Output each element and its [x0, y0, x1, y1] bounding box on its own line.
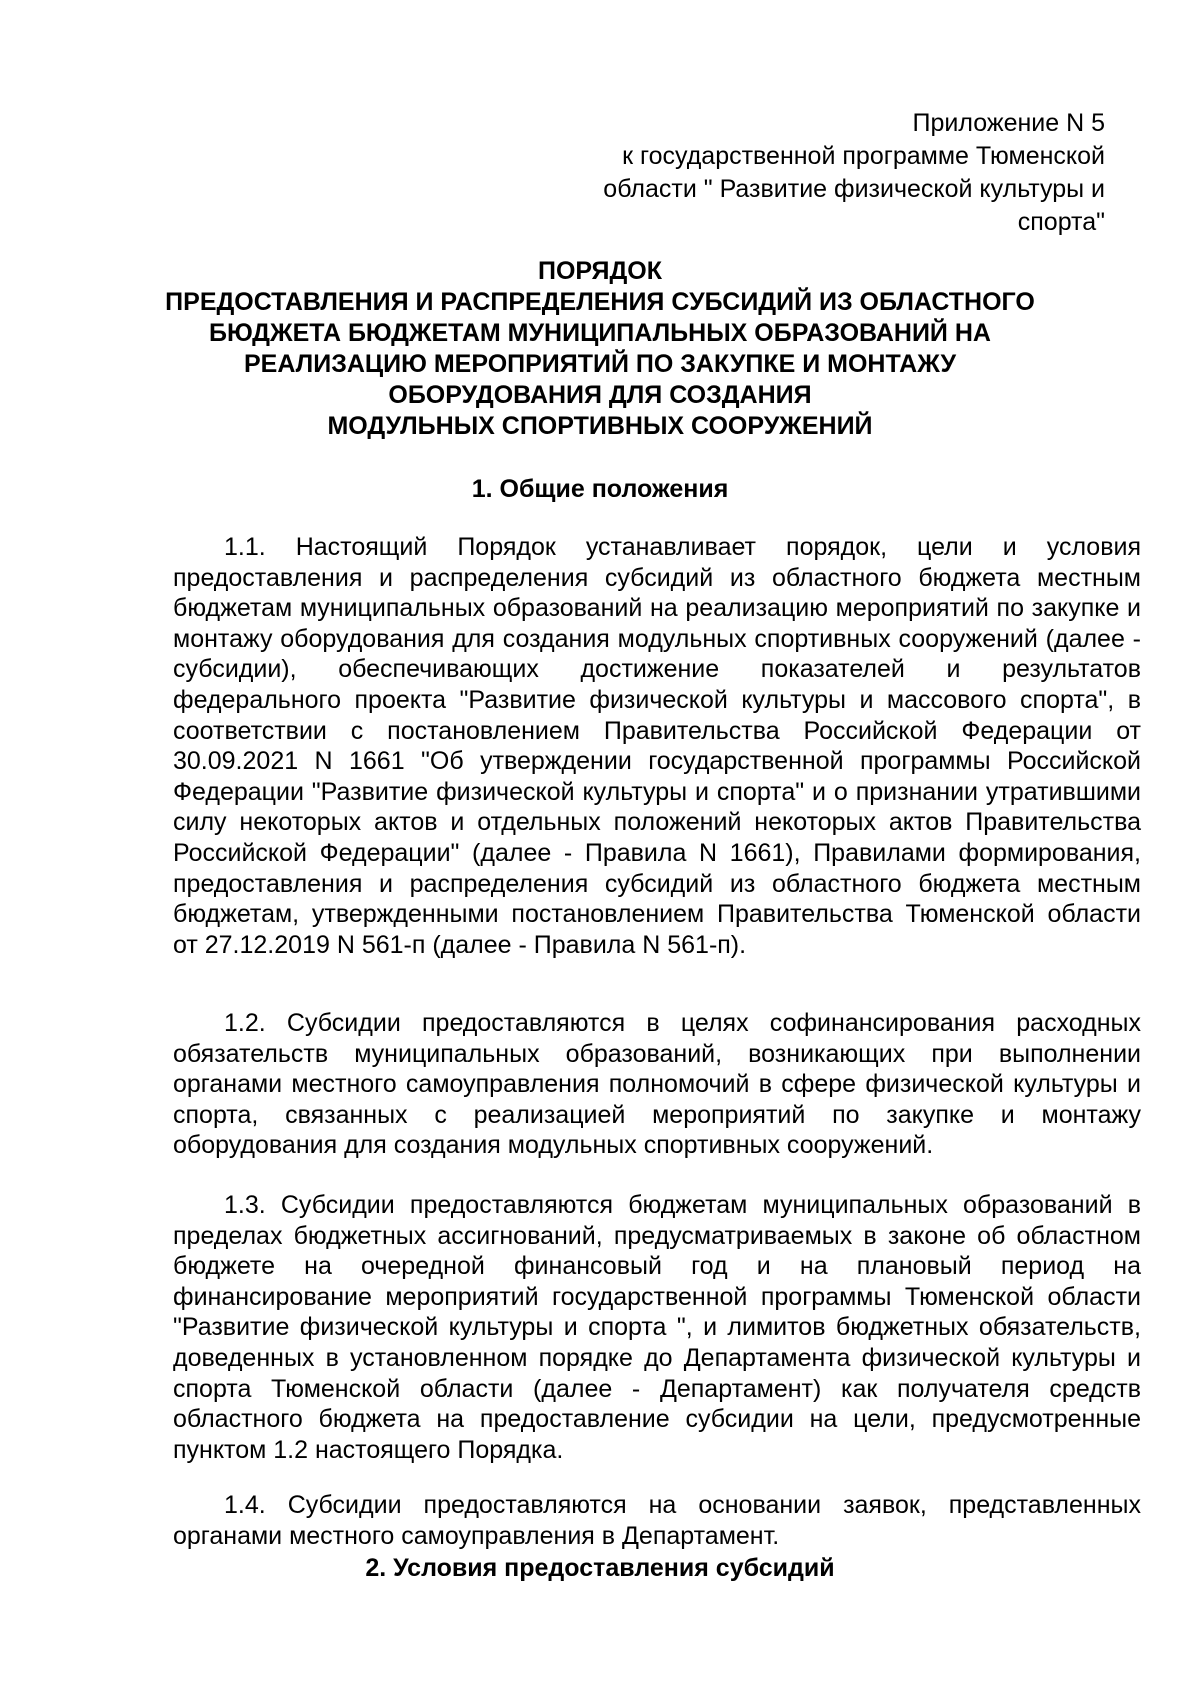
appendix-line: области " Развитие физической культуры и	[603, 175, 1105, 203]
title-line: БЮДЖЕТА БЮДЖЕТАМ МУНИЦИПАЛЬНЫХ ОБРАЗОВАНИЙ НА	[209, 319, 991, 347]
paragraph-1-2: 1.2. Субсидии предоставляются в целях софинансирования расходных обязательств муниципальных образований, возникающих при выполнении органами местного самоуправления полномочий в сфере физической культуры и спорта, связанных с реализацией мероприятий по закупке и монтажу оборудования для создания модульных спортивных сооружений.	[173, 1009, 1141, 1160]
title-line: МОДУЛЬНЫХ СПОРТИВНЫХ СООРУЖЕНИЙ	[327, 412, 873, 440]
title-line: РЕАЛИЗАЦИЮ МЕРОПРИЯТИЙ ПО ЗАКУПКЕ И МОНТАЖУ	[243, 350, 957, 378]
appendix-line: спорта"	[1017, 208, 1105, 236]
section-heading-general: 1. Общие положения	[471, 475, 729, 503]
section-heading-conditions: 2. Условия предоставления субсидий	[365, 1554, 835, 1582]
title-line: ОБОРУДОВАНИЯ ДЛЯ СОЗДАНИЯ	[388, 381, 812, 409]
title-line: ПОРЯДОК	[538, 257, 662, 285]
paragraph-1-4: 1.4. Субсидии предоставляются на основании заявок, представленных органами местного самоуправления в Департамент.	[173, 1491, 1141, 1550]
appendix-note	[545, 107, 1105, 239]
document-title	[150, 256, 1050, 442]
appendix-line: к государственной программе Тюменской	[622, 142, 1105, 170]
appendix-line: Приложение N 5	[912, 109, 1105, 137]
paragraph-1-1: 1.1. Настоящий Порядок устанавливает порядок, цели и условия предоставления и распределения субсидий из областного бюджета местным бюджетам муниципальных образований на реализацию мероприятий по закупке и монтажу оборудования для создания модульных спортивных сооружений (далее - субсидии), обеспечивающих достижение показателей и результатов федерального проекта "Развитие физической культуры и массового спорта", в соответствии с постановлением Правительства Российской Федерации от 30.09.2021 N 1661 "Об утверждении государственной программы Российской Федерации "Развитие физической культуры и спорта" и о признании утратившими силу некоторых актов и отдельных положений некоторых актов Правительства Российской Федерации" (далее - Правила N 1661), Правилами формирования, предоставления и распределения субсидий из областного бюджета местным бюджетам, утвержденными постановлением Правительства Тюменской области от 27.12.2019 N 561-п (далее - Правила N 561-п).	[173, 533, 1141, 959]
paragraph-1-3: 1.3. Субсидии предоставляются бюджетам муниципальных образований в пределах бюджетных ассигнований, предусматриваемых в законе об областном бюджете на очередной финансовый год и на плановый период на финансирование мероприятий государственной программы Тюменской области "Развитие физической культуры и спорта ", и лимитов бюджетных обязательств, доведенных в установленном порядке до Департамента физической культуры и спорта Тюменской области (далее - Департамент) как получателя средств областного бюджета на предоставление субсидии на цели, предусмотренные пунктом 1.2 настоящего Порядка.	[173, 1191, 1141, 1464]
title-line: ПРЕДОСТАВЛЕНИЯ И РАСПРЕДЕЛЕНИЯ СУБСИДИЙ ИЗ ОБЛАСТНОГО	[165, 288, 1035, 316]
